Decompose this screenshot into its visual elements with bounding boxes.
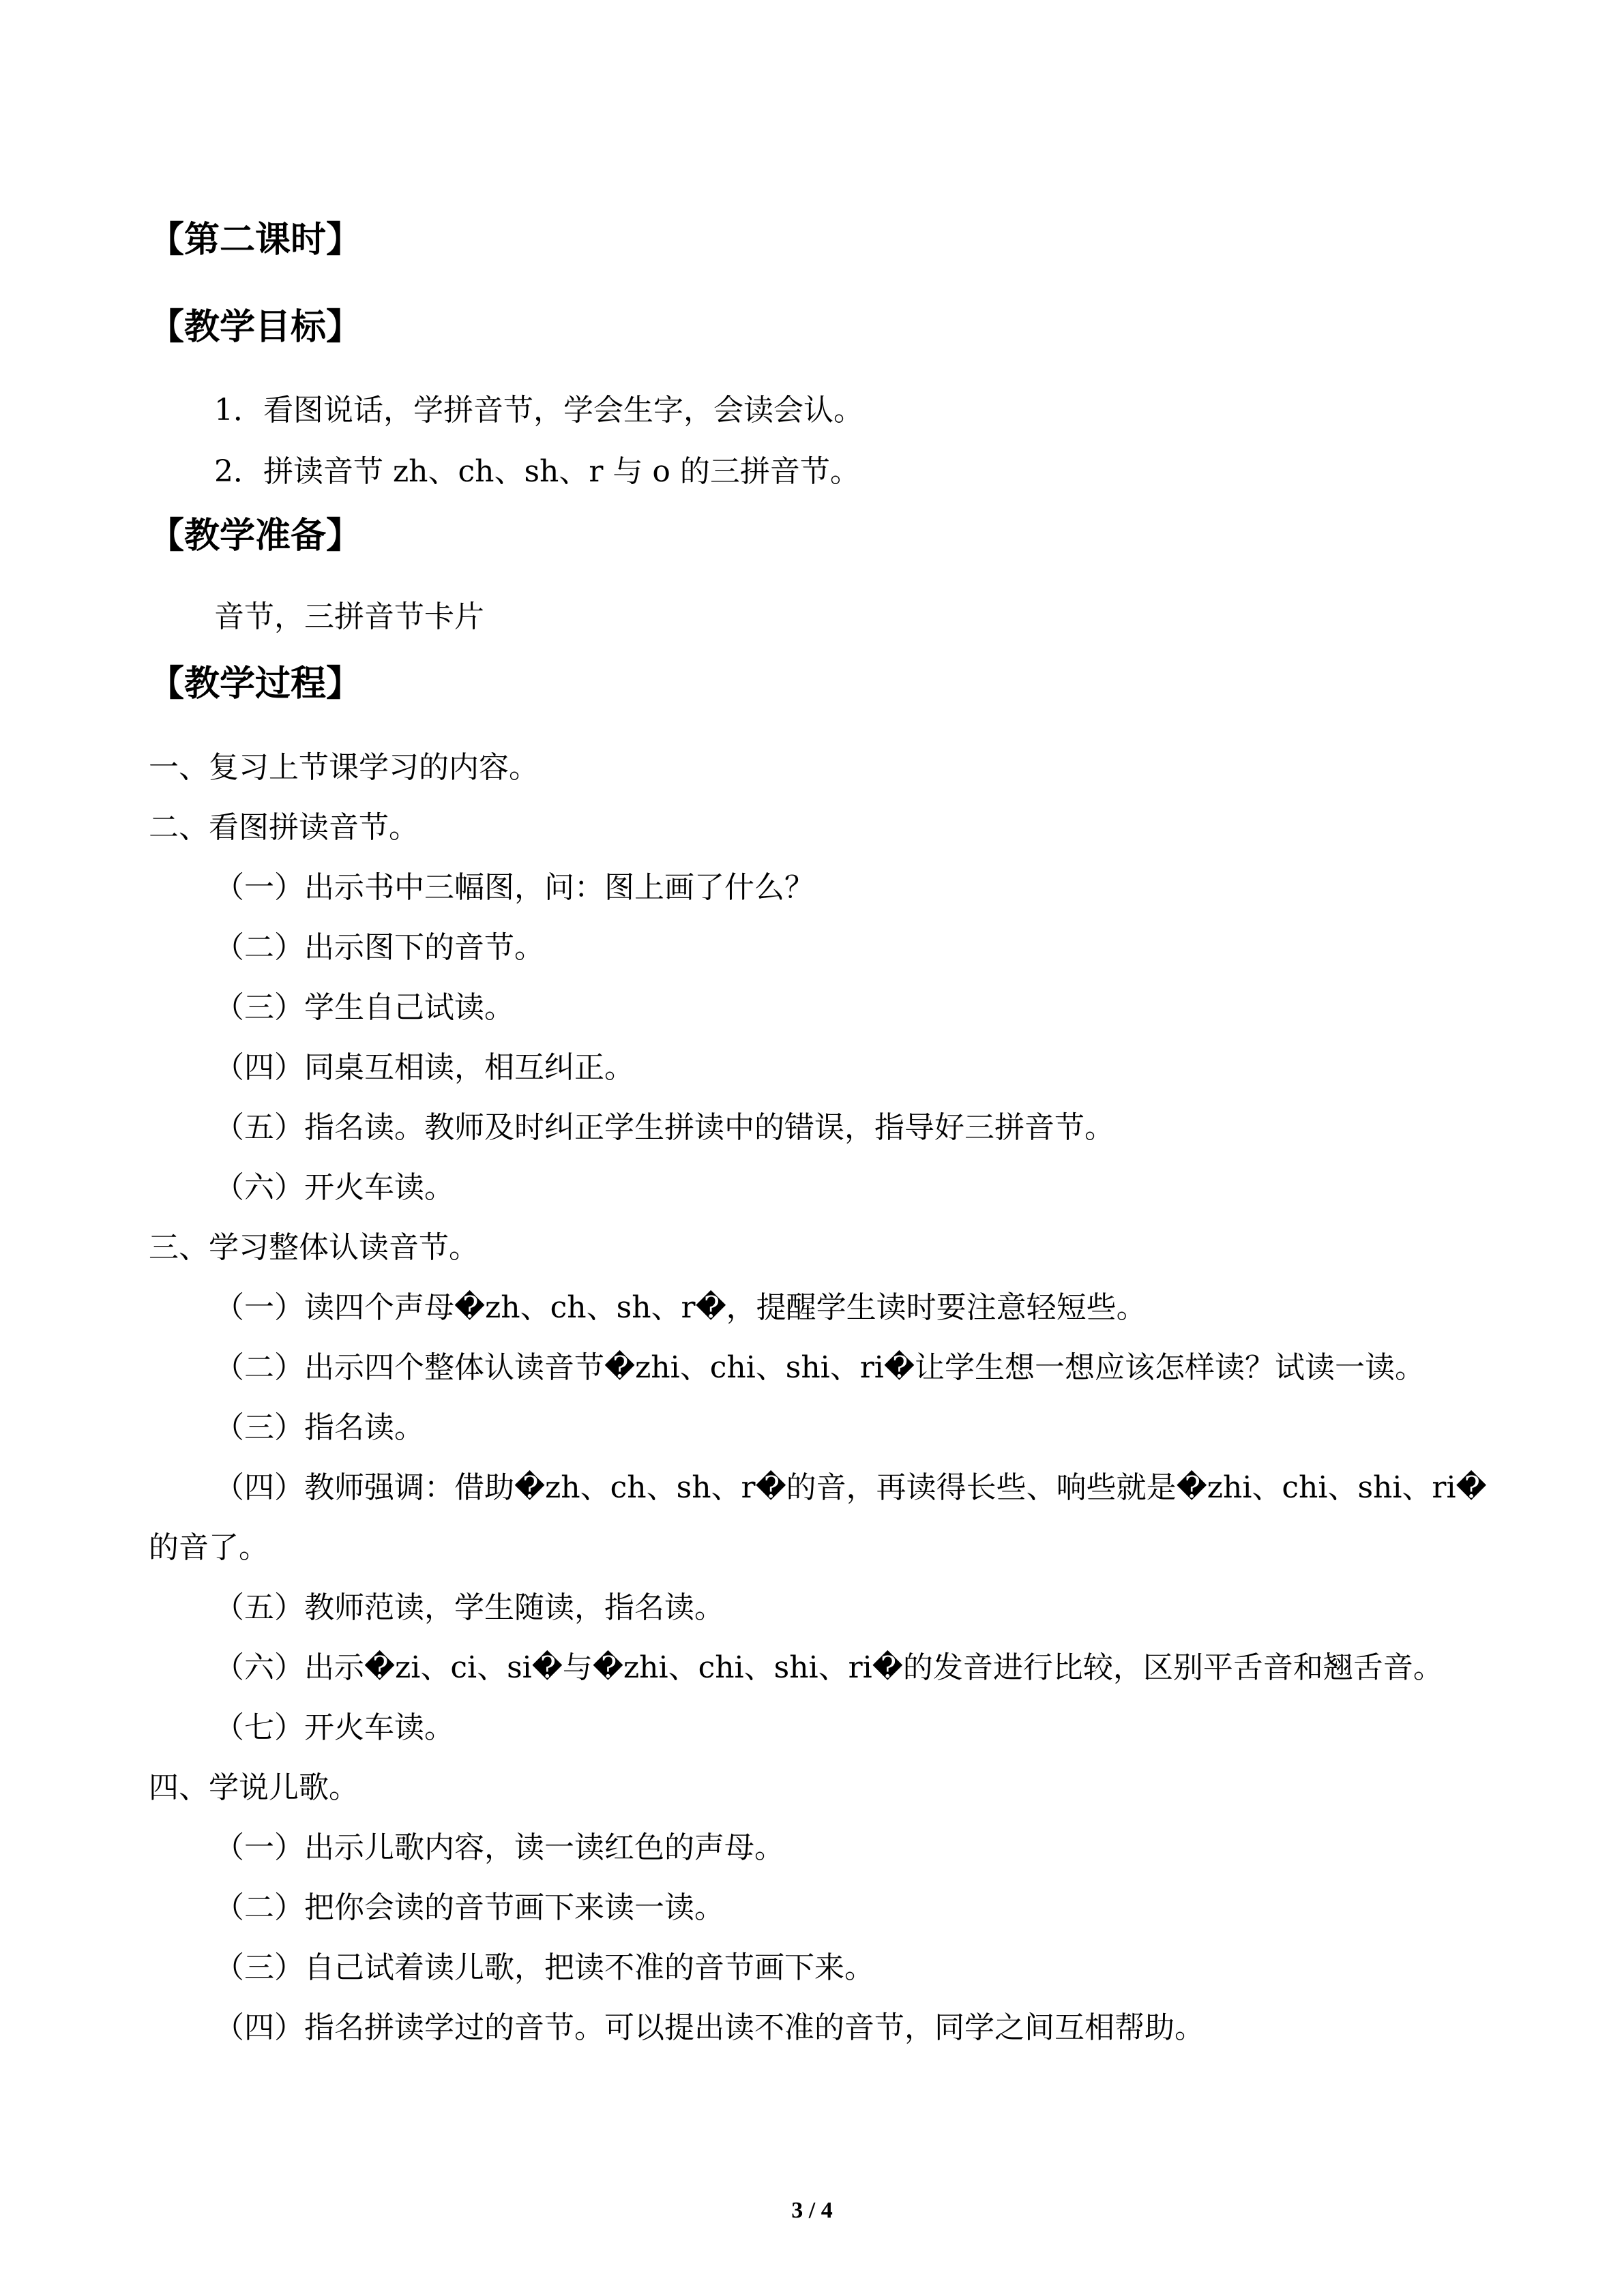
goal-item-1: 1．看图说话，学拼音节，学会生字，会读会认。 xyxy=(214,393,863,428)
section-2-item: （一）出示书中三幅图，问：图上画了什么？ xyxy=(214,870,814,905)
section-3-item: （四）教师强调：借助�zh、ch、sh、r�的音，再读得长些、响些就是�zhi、chi、shi、ri� xyxy=(214,1470,1487,1505)
section-3-item: （六）出示�zi、ci、si�与�zhi、chi、shi、ri�的发音进行比较，区别平舌音和翘舌音。 xyxy=(214,1650,1443,1685)
heading-goals: 【教学目标】 xyxy=(149,306,362,348)
section-3-item: （五）教师范读，学生随读，指名读。 xyxy=(214,1590,724,1625)
section-3-item-continuation: 的音了。 xyxy=(149,1530,269,1565)
goal-item-2: 2．拼读音节 zh、ch、sh、r 与 o 的三拼音节。 xyxy=(214,454,860,489)
section-4-item: （一）出示儿歌内容，读一读红色的声母。 xyxy=(214,1830,784,1865)
prep-text: 音节，三拼音节卡片 xyxy=(214,599,484,634)
section-2-item: （二）出示图下的音节。 xyxy=(214,930,544,965)
section-4-item: （三）自己试着读儿歌，把读不准的音节画下来。 xyxy=(214,1950,874,1985)
section-4-item: （四）指名拼读学过的音节。可以提出读不准的音节，同学之间互相帮助。 xyxy=(214,2010,1205,2045)
section-2-item: （三）学生自己试读。 xyxy=(214,990,514,1025)
section-3-item: （三）指名读。 xyxy=(214,1410,424,1445)
section-2-item: （四）同桌互相读，相互纠正。 xyxy=(214,1050,634,1085)
heading-lesson: 【第二课时】 xyxy=(149,219,362,260)
section-3-item: （一）读四个声母�zh、ch、sh、r�，提醒学生读时要注意轻短些。 xyxy=(214,1290,1147,1325)
process-section-2: 二、看图拼读音节。 xyxy=(149,810,419,845)
heading-prep: 【教学准备】 xyxy=(149,515,362,556)
heading-process: 【教学过程】 xyxy=(149,663,362,704)
section-2-item: （五）指名读。教师及时纠正学生拼读中的错误，指导好三拼音节。 xyxy=(214,1110,1114,1145)
process-section-1: 一、复习上节课学习的内容。 xyxy=(149,750,539,785)
process-section-3: 三、学习整体认读音节。 xyxy=(149,1230,479,1265)
section-3-item: （七）开火车读。 xyxy=(214,1710,454,1745)
process-section-4: 四、学说儿歌。 xyxy=(149,1770,359,1805)
section-3-item: （二）出示四个整体认读音节�zhi、chi、shi、ri�让学生想一想应该怎样读？试读一读。 xyxy=(214,1350,1425,1385)
section-2-item: （六）开火车读。 xyxy=(214,1170,454,1205)
section-4-item: （二）把你会读的音节画下来读一读。 xyxy=(214,1890,724,1925)
page-number: 3 / 4 xyxy=(791,2198,833,2223)
